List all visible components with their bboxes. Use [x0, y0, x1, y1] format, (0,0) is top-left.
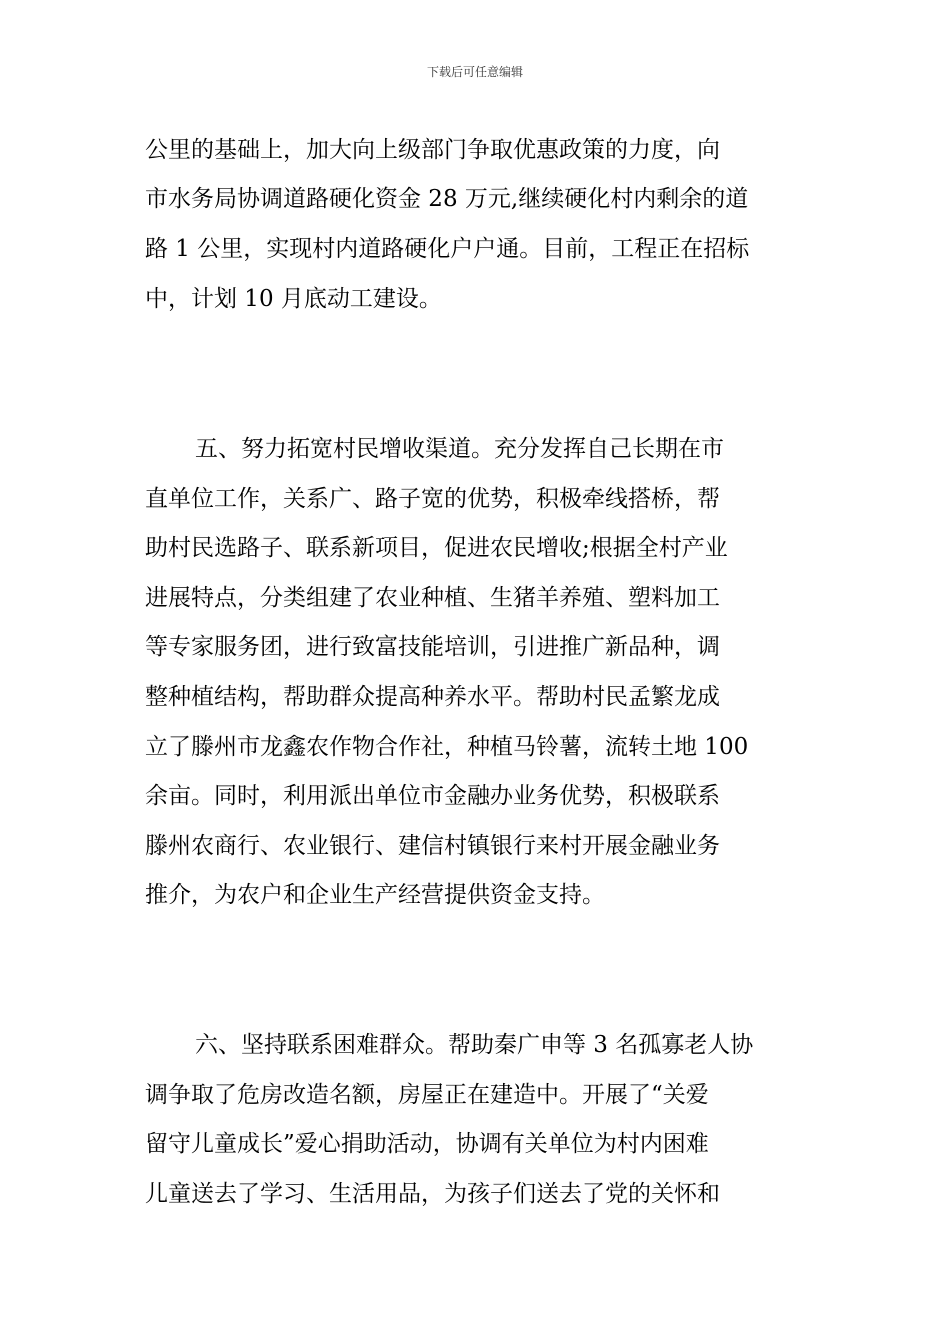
paragraph-1-line-2: 市水务局协调道路硬化资金 28 万元,继续硬化村内剩余的道 — [145, 186, 749, 212]
paragraph-2-line-4: 进展特点，分类组建了农业种植、生猪羊养殖、塑料加工 — [145, 585, 720, 611]
paragraph-2-line-10: 推介，为农户和企业生产经营提供资金支持。 — [145, 882, 605, 908]
page-header: 下载后可任意编辑 — [426, 65, 523, 79]
paragraph-2-line-9: 滕州农商行、农业银行、建信村镇银行来村开展金融业务 — [145, 833, 720, 859]
paragraph-2-line-1: 五、努力拓宽村民增收渠道。充分发挥自己长期在市 — [195, 436, 724, 462]
paragraph-3-line-3: 留守儿童成长”爱心捐助活动，协调有关单位为村内困难 — [145, 1131, 709, 1157]
paragraph-3-line-1: 六、坚持联系困难群众。帮助秦广申等 3 名孤寡老人协 — [195, 1032, 754, 1058]
paragraph-2-line-5: 等专家服务团，进行致富技能培训，引进推广新品种，调 — [145, 634, 720, 660]
paragraph-2-line-6: 整种植结构，帮助群众提高种养水平。帮助村民孟繁龙成 — [145, 684, 720, 710]
paragraph-1-line-4: 中，计划 10 月底动工建设。 — [145, 286, 442, 312]
paragraph-2-line-3: 助村民选路子、联系新项目，促进农民增收;根据全村产业 — [145, 535, 728, 561]
paragraph-2-line-7: 立了滕州市龙鑫农作物合作社，种植马铃薯，流转土地 100 — [145, 734, 749, 760]
paragraph-1-line-3: 路 1 公里，实现村内道路硬化户户通。目前，工程正在招标 — [145, 236, 750, 262]
paragraph-3-line-2: 调争取了危房改造名额，房屋正在建造中。开展了“关爱 — [145, 1082, 709, 1108]
paragraph-3-line-4: 儿童送去了学习、生活用品，为孩子们送去了党的关怀和 — [145, 1181, 720, 1207]
paragraph-2-line-2: 直单位工作，关系广、路子宽的优势，积极牵线搭桥，帮 — [145, 486, 720, 512]
paragraph-2-line-8: 余亩。同时，利用派出单位市金融办业务优势，积极联系 — [145, 783, 720, 809]
paragraph-1-line-1: 公里的基础上，加大向上级部门争取优惠政策的力度，向 — [145, 137, 720, 163]
